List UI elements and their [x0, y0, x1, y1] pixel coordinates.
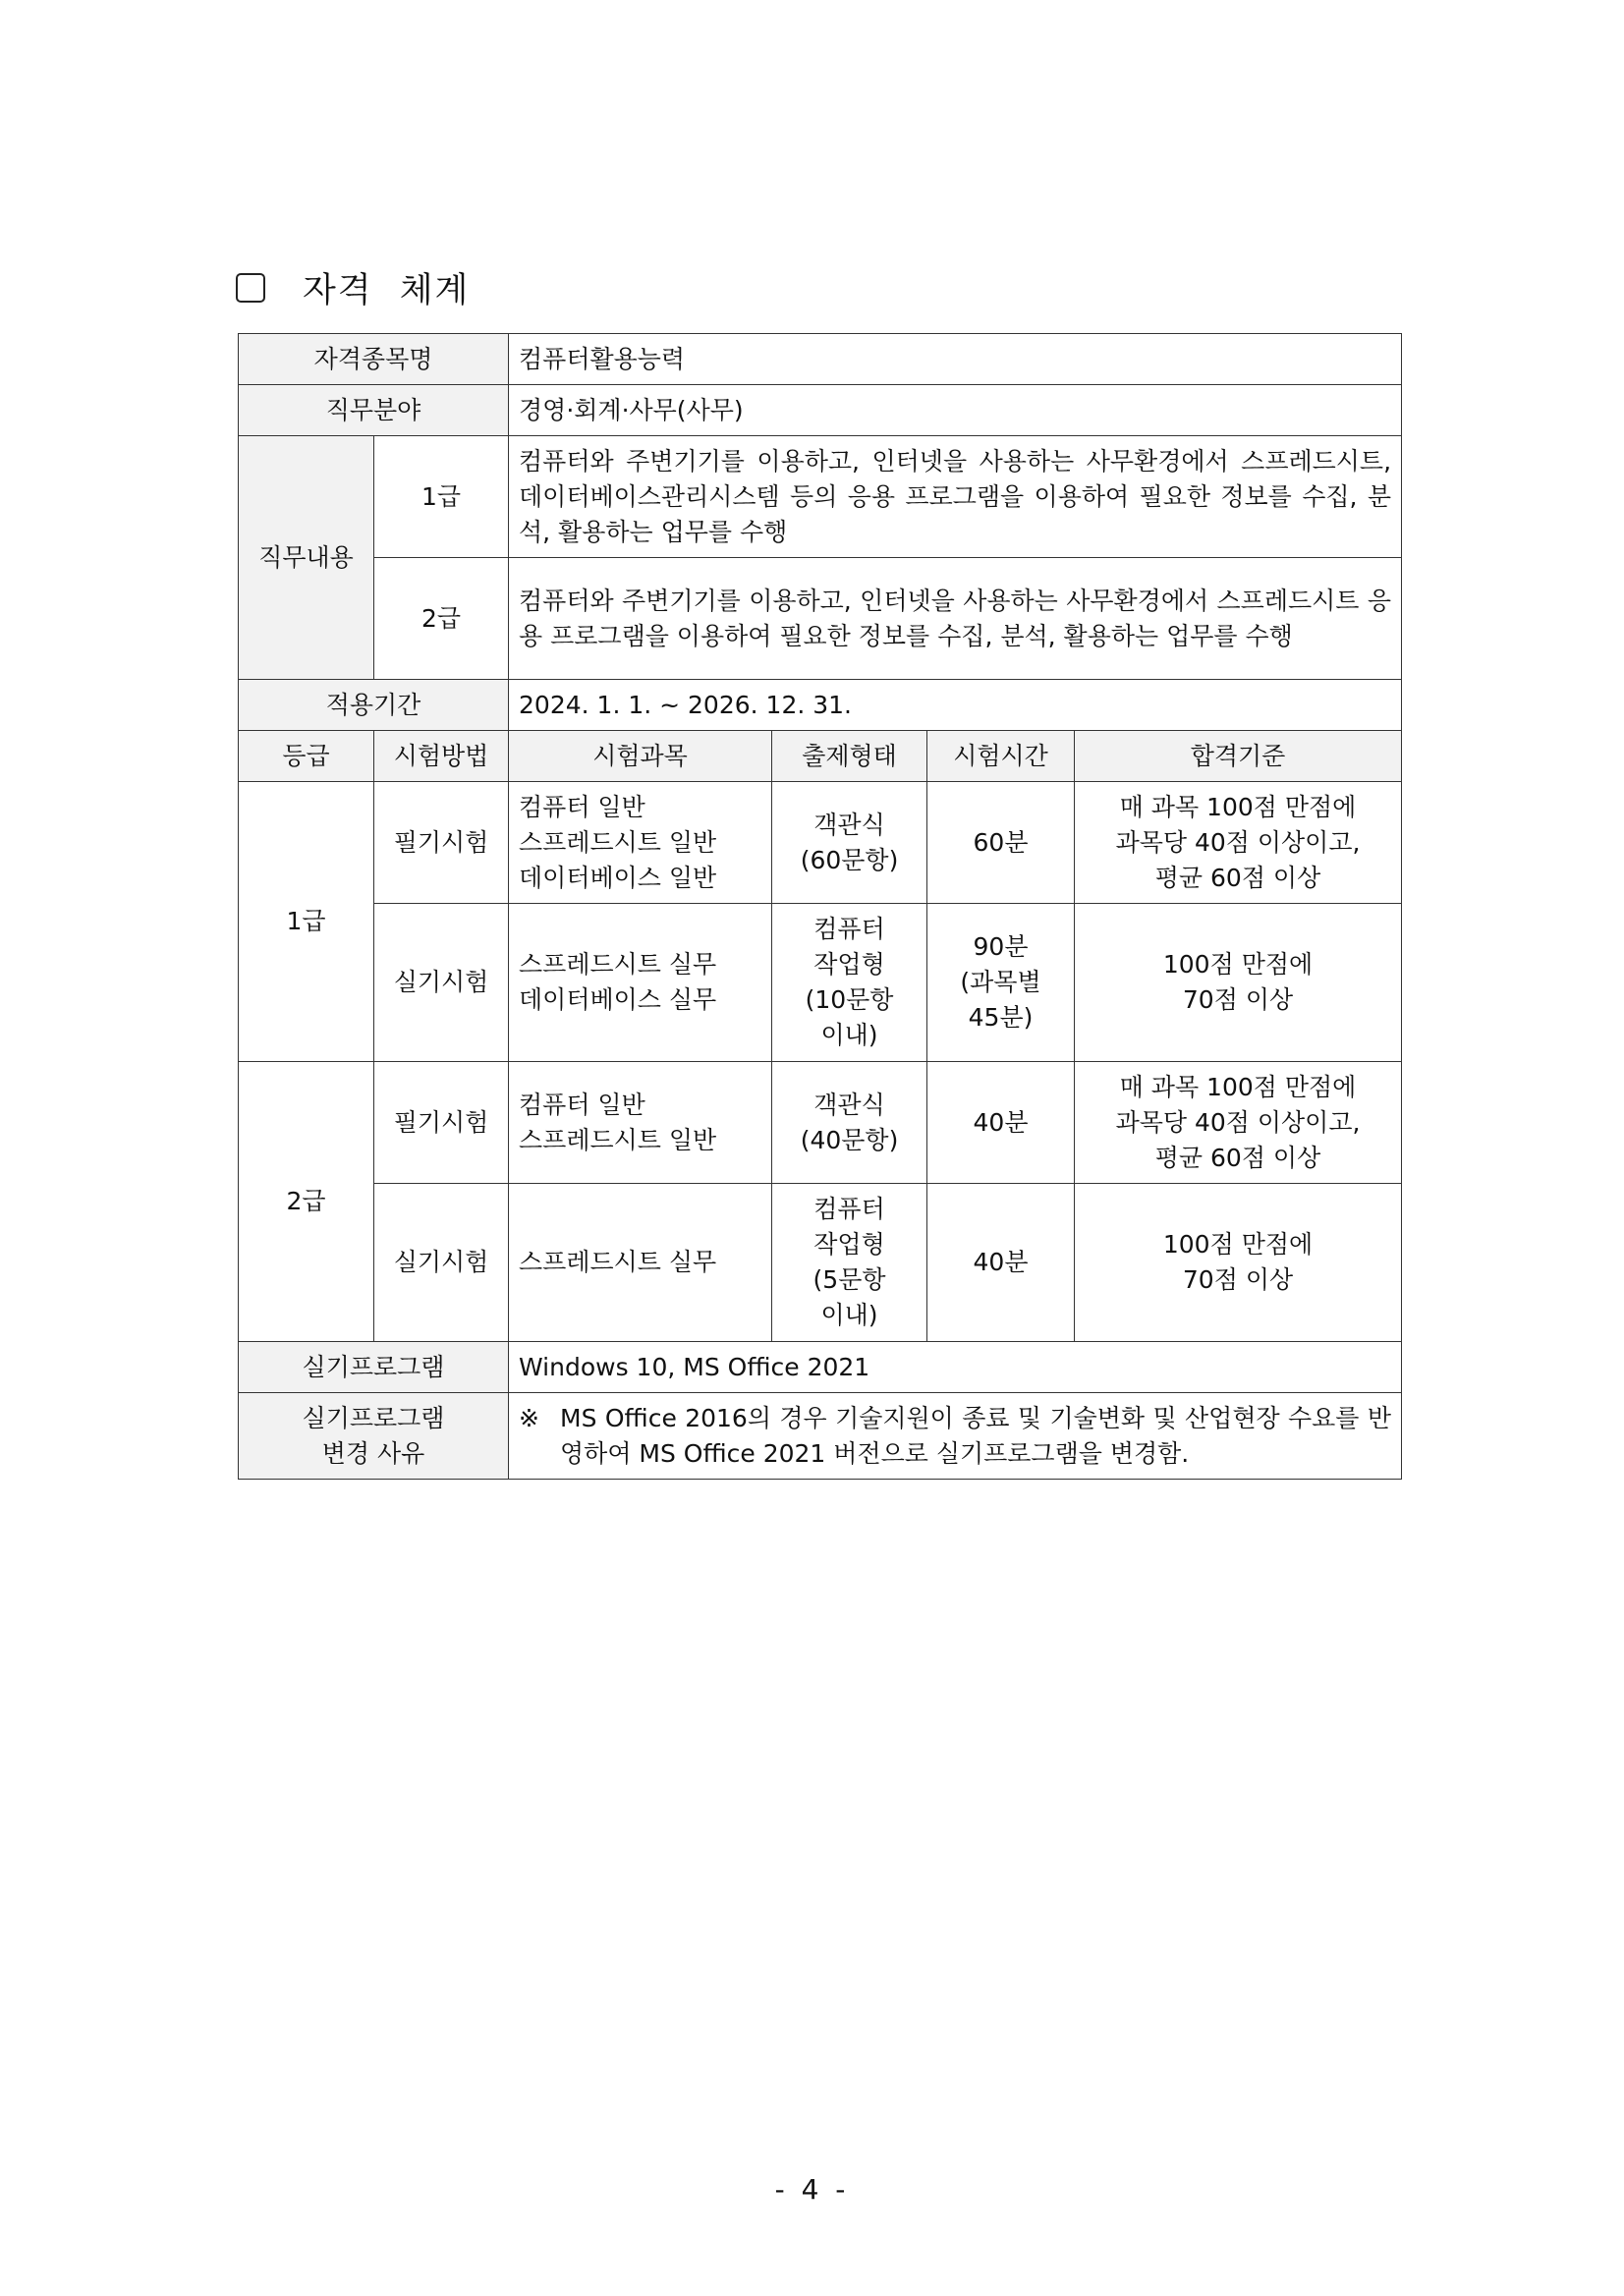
criteria-line: 매 과목 100점 만점에 — [1119, 792, 1357, 821]
change-reason: MS Office 2016의 경우 기술지원이 종료 및 기술변화 및 산업현장 수요를 반영하여 MS Office 2021 버전으로 실기프로그램을 변경함. — [560, 1403, 1392, 1468]
format-line: (40문항) — [800, 1125, 899, 1154]
criteria-line: 평균 60점 이상 — [1154, 1143, 1321, 1172]
exam-criteria — [1075, 782, 1402, 904]
subject-line: 스프레드시트 일반 — [519, 827, 717, 857]
header-time: 시험시간 — [927, 731, 1075, 782]
criteria-line: 매 과목 100점 만점에 — [1119, 1072, 1357, 1101]
exam-grade: 1급 — [239, 782, 374, 1062]
format-line: 객관식 — [813, 1090, 885, 1119]
exam-subjects — [509, 1184, 772, 1342]
subject-line: 데이터베이스 일반 — [519, 863, 717, 892]
format-line: 이내) — [820, 1301, 878, 1329]
table-row — [239, 436, 1402, 558]
change-label — [239, 1393, 509, 1480]
criteria-line: 70점 이상 — [1182, 1265, 1294, 1294]
exam-format — [772, 1184, 927, 1342]
job-content-text: 컴퓨터와 주변기기를 이용하고, 인터넷을 사용하는 사무환경에서 스프레드시트 응용 프로그램을 이용하여 필요한 정보를 수집, 분석, 활용하는 업무를 수행 — [509, 558, 1402, 680]
exam-subjects — [509, 782, 772, 904]
criteria-line: 70점 이상 — [1182, 985, 1294, 1014]
job-content-label: 직무내용 — [239, 436, 374, 680]
change-note — [519, 1401, 1391, 1472]
criteria-line: 과목당 40점 이상이고, — [1115, 827, 1361, 857]
exam-header-row — [239, 731, 1402, 782]
subject-line: 데이터베이스 실무 — [519, 985, 717, 1014]
header-criteria: 합격기준 — [1075, 731, 1402, 782]
exam-method: 필기시험 — [374, 1062, 509, 1184]
exam-time — [927, 1184, 1075, 1342]
format-line: 객관식 — [813, 810, 885, 839]
change-reason-cell — [509, 1393, 1402, 1480]
job-content-grade: 2급 — [374, 558, 509, 680]
time-line: 60분 — [973, 827, 1029, 857]
period-label: 적용기간 — [239, 680, 509, 731]
exam-criteria — [1075, 1062, 1402, 1184]
exam-format — [772, 904, 927, 1062]
time-line: 90분 — [973, 932, 1029, 961]
subject-line: 스프레드시트 실무 — [519, 950, 717, 979]
table-row — [239, 904, 1402, 1062]
format-line: 컴퓨터 — [813, 915, 885, 943]
exam-time — [927, 904, 1075, 1062]
table-row — [239, 1062, 1402, 1184]
time-line: 45분) — [968, 1003, 1034, 1032]
qualification-name: 컴퓨터활용능력 — [509, 334, 1402, 385]
table-row — [239, 385, 1402, 436]
change-label-line: 실기프로그램 — [302, 1403, 445, 1432]
program-label: 실기프로그램 — [239, 1342, 509, 1393]
job-field-label: 직무분야 — [239, 385, 509, 436]
exam-criteria — [1075, 904, 1402, 1062]
checkbox-square-icon — [236, 273, 265, 303]
time-line: 40분 — [973, 1248, 1029, 1276]
subject-line: 스프레드시트 일반 — [519, 1125, 717, 1154]
table-row — [239, 782, 1402, 904]
header-method: 시험방법 — [374, 731, 509, 782]
format-line: 컴퓨터 — [813, 1195, 885, 1223]
reference-mark: ※ — [519, 1403, 539, 1432]
format-line: 이내) — [820, 1021, 878, 1049]
exam-format — [772, 782, 927, 904]
header-grade: 등급 — [239, 731, 374, 782]
job-content-text: 컴퓨터와 주변기기를 이용하고, 인터넷을 사용하는 사무환경에서 스프레드시트, 데이터베이스관리시스템 등의 응용 프로그램을 이용하여 필요한 정보를 수집, 분석, 활용하는 업무를 수행 — [509, 436, 1402, 558]
table-row — [239, 680, 1402, 731]
header-subjects: 시험과목 — [509, 731, 772, 782]
criteria-line: 과목당 40점 이상이고, — [1115, 1107, 1361, 1137]
exam-method: 실기시험 — [374, 1184, 509, 1342]
subject-line: 스프레드시트 실무 — [519, 1248, 717, 1276]
table-row — [239, 1393, 1402, 1480]
change-label-line: 변경 사유 — [321, 1438, 425, 1468]
time-line: (과목별 — [960, 968, 1041, 996]
period: 2024. 1. 1. ~ 2026. 12. 31. — [509, 680, 1402, 731]
format-line: (60문항) — [800, 845, 899, 874]
job-field: 경영·회계·사무(사무) — [509, 385, 1402, 436]
exam-grade: 2급 — [239, 1062, 374, 1342]
exam-format — [772, 1062, 927, 1184]
table-row — [239, 1184, 1402, 1342]
section-heading — [236, 263, 470, 312]
format-line: 작업형 — [813, 950, 885, 979]
subject-line: 컴퓨터 일반 — [519, 792, 645, 821]
criteria-line: 100점 만점에 — [1162, 1230, 1314, 1259]
criteria-line: 100점 만점에 — [1162, 950, 1314, 979]
program: Windows 10, MS Office 2021 — [509, 1342, 1402, 1393]
table-row — [239, 1342, 1402, 1393]
qualification-name-label: 자격종목명 — [239, 334, 509, 385]
header-format: 출제형태 — [772, 731, 927, 782]
format-line: (10문항 — [805, 985, 894, 1014]
exam-subjects — [509, 904, 772, 1062]
qualification-table — [238, 333, 1402, 1480]
exam-time — [927, 782, 1075, 904]
format-line: 작업형 — [813, 1230, 885, 1259]
subject-line: 컴퓨터 일반 — [519, 1090, 645, 1119]
exam-criteria — [1075, 1184, 1402, 1342]
time-line: 40분 — [973, 1107, 1029, 1137]
exam-time — [927, 1062, 1075, 1184]
table-row — [239, 334, 1402, 385]
exam-subjects — [509, 1062, 772, 1184]
criteria-line: 평균 60점 이상 — [1154, 863, 1321, 892]
table-row — [239, 558, 1402, 680]
exam-method: 필기시험 — [374, 782, 509, 904]
page-number: - 4 - — [774, 2173, 850, 2206]
section-title: 자격 체계 — [303, 271, 471, 310]
exam-method: 실기시험 — [374, 904, 509, 1062]
job-content-grade: 1급 — [374, 436, 509, 558]
format-line: (5문항 — [812, 1265, 886, 1294]
